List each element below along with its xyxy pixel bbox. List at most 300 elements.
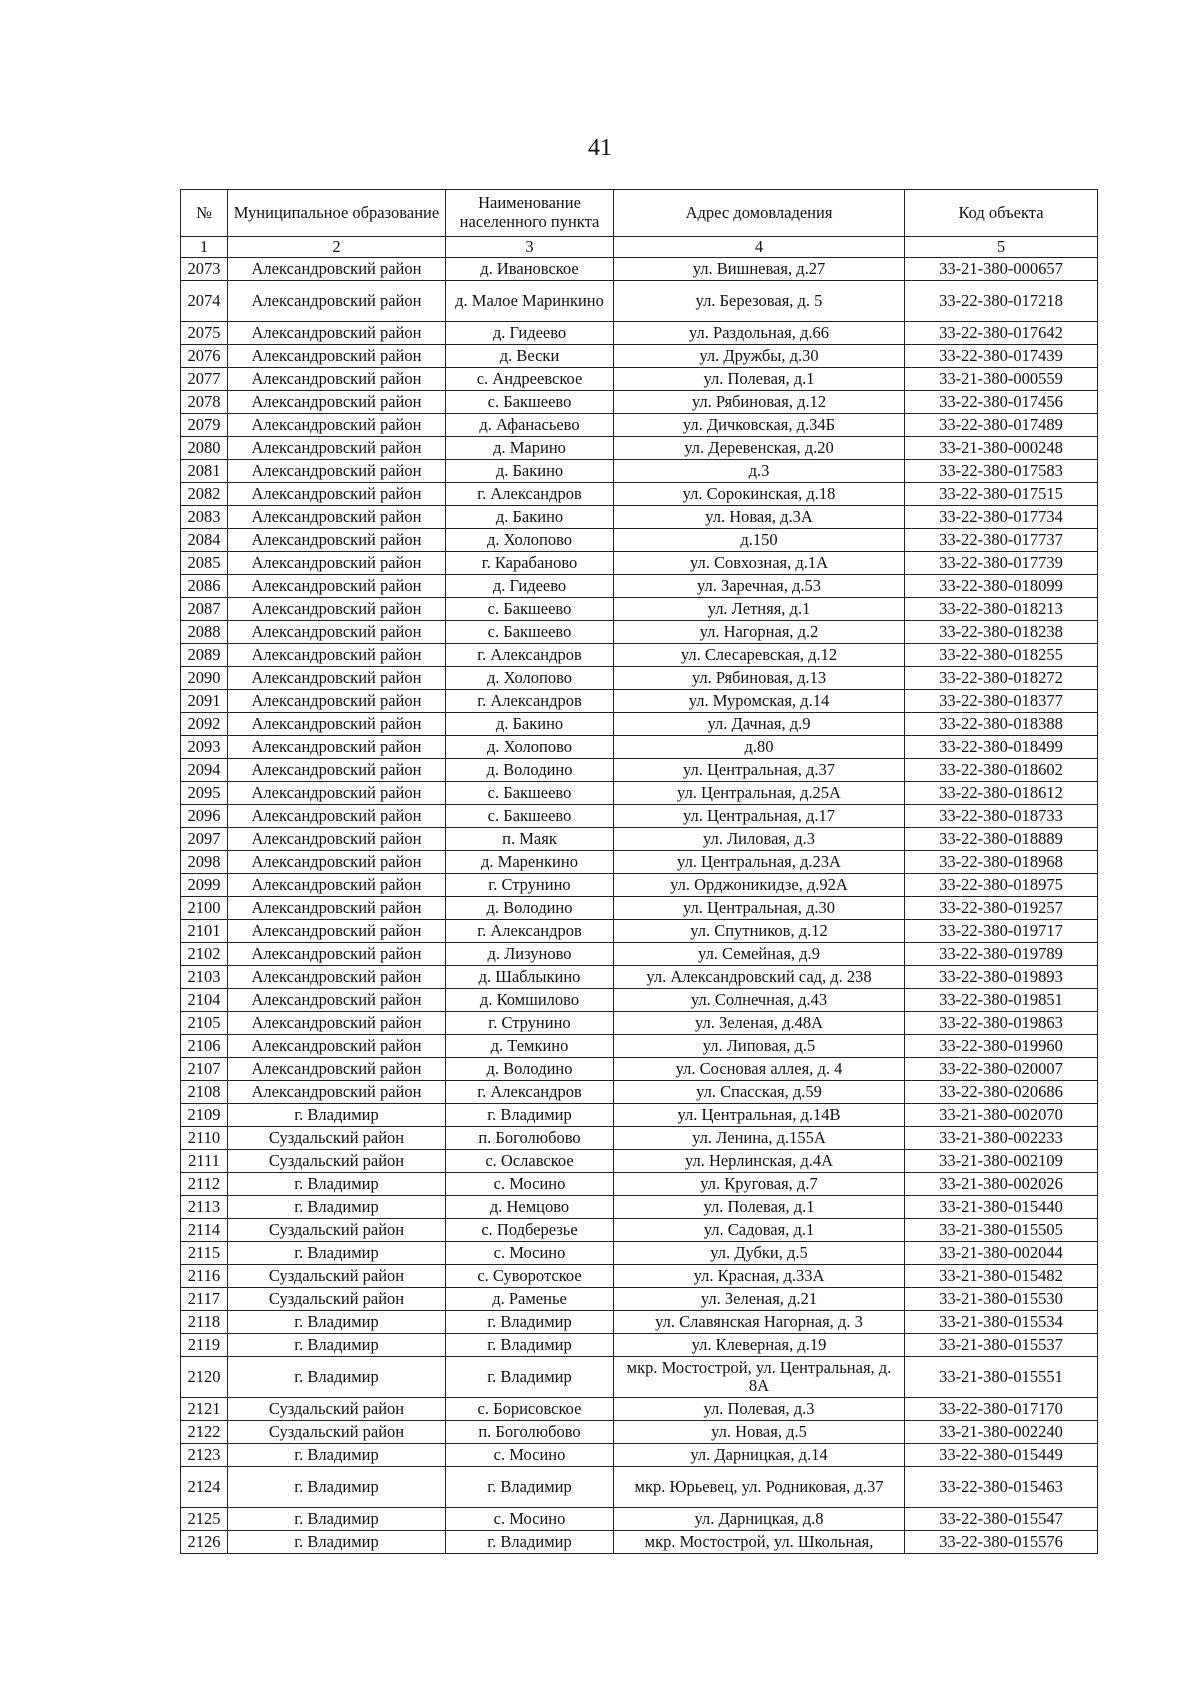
object-code-cell: 33-21-380-015537 xyxy=(905,1334,1098,1357)
table-row xyxy=(181,1334,1098,1357)
row-number: 2104 xyxy=(181,989,228,1012)
table-row xyxy=(181,1288,1098,1311)
header-address: Адрес домовладения xyxy=(614,190,905,237)
address-cell: ул. Новая, д.3А xyxy=(614,506,905,529)
row-number: 2124 xyxy=(181,1467,228,1508)
table-row xyxy=(181,552,1098,575)
municipality-cell: г. Владимир xyxy=(228,1104,446,1127)
table-row xyxy=(181,989,1098,1012)
settlement-cell: д. Володино xyxy=(446,759,614,782)
row-number: 2120 xyxy=(181,1357,228,1398)
object-code-cell: 33-21-380-015530 xyxy=(905,1288,1098,1311)
table-row xyxy=(181,1311,1098,1334)
table-row xyxy=(181,598,1098,621)
object-code-cell: 33-21-380-002026 xyxy=(905,1173,1098,1196)
object-code-cell: 33-22-380-018377 xyxy=(905,690,1098,713)
municipality-cell: Александровский район xyxy=(228,874,446,897)
table-row xyxy=(181,1127,1098,1150)
table-row xyxy=(181,1058,1098,1081)
settlement-cell: г. Александров xyxy=(446,483,614,506)
settlement-cell: г. Владимир xyxy=(446,1104,614,1127)
address-cell: ул. Центральная, д.30 xyxy=(614,897,905,920)
municipality-cell: Александровский район xyxy=(228,552,446,575)
address-cell: ул. Дарницкая, д.14 xyxy=(614,1444,905,1467)
address-cell: ул. Совхозная, д.1А xyxy=(614,552,905,575)
row-number: 2094 xyxy=(181,759,228,782)
row-number: 2081 xyxy=(181,460,228,483)
municipality-cell: Александровский район xyxy=(228,644,446,667)
address-cell: ул. Солнечная, д.43 xyxy=(614,989,905,1012)
municipality-cell: Александровский район xyxy=(228,414,446,437)
table-row xyxy=(181,322,1098,345)
address-cell: ул. Центральная, д.14В xyxy=(614,1104,905,1127)
municipality-cell: Суздальский район xyxy=(228,1150,446,1173)
settlement-cell: г. Александров xyxy=(446,644,614,667)
address-cell: ул. Дичковская, д.34Б xyxy=(614,414,905,437)
municipality-cell: Александровский район xyxy=(228,759,446,782)
table-row xyxy=(181,644,1098,667)
address-cell: ул. Полевая, д.3 xyxy=(614,1398,905,1421)
municipality-cell: г. Владимир xyxy=(228,1508,446,1531)
object-code-cell: 33-22-380-017739 xyxy=(905,552,1098,575)
row-number: 2116 xyxy=(181,1265,228,1288)
settlement-cell: г. Владимир xyxy=(446,1531,614,1554)
object-code-cell: 33-22-380-019893 xyxy=(905,966,1098,989)
row-number: 2115 xyxy=(181,1242,228,1265)
object-code-cell: 33-21-380-000248 xyxy=(905,437,1098,460)
settlement-cell: г. Владимир xyxy=(446,1467,614,1508)
address-cell: ул. Вишневая, д.27 xyxy=(614,258,905,281)
object-code-cell: 33-22-380-017515 xyxy=(905,483,1098,506)
settlement-cell: п. Маяк xyxy=(446,828,614,851)
object-code-cell: 33-22-380-015547 xyxy=(905,1508,1098,1531)
table-row xyxy=(181,1173,1098,1196)
header-row xyxy=(181,190,1098,237)
table-row xyxy=(181,1150,1098,1173)
municipality-cell: г. Владимир xyxy=(228,1531,446,1554)
address-cell: ул. Семейная, д.9 xyxy=(614,943,905,966)
table-row xyxy=(181,736,1098,759)
table-row xyxy=(181,966,1098,989)
settlement-cell: д. Малое Маринкино xyxy=(446,281,614,322)
settlement-cell: г. Владимир xyxy=(446,1311,614,1334)
table-row xyxy=(181,943,1098,966)
municipality-cell: Александровский район xyxy=(228,460,446,483)
address-cell: ул. Орджоникидзе, д.92А xyxy=(614,874,905,897)
municipality-cell: Александровский район xyxy=(228,345,446,368)
address-cell: ул. Дарницкая, д.8 xyxy=(614,1508,905,1531)
row-number: 2086 xyxy=(181,575,228,598)
address-cell: ул. Рябиновая, д.12 xyxy=(614,391,905,414)
settlement-cell: с. Подберезье xyxy=(446,1219,614,1242)
municipality-cell: Суздальский район xyxy=(228,1219,446,1242)
municipality-cell: г. Владимир xyxy=(228,1467,446,1508)
object-code-cell: 33-22-380-018213 xyxy=(905,598,1098,621)
municipality-cell: Александровский район xyxy=(228,575,446,598)
object-code-cell: 33-21-380-000657 xyxy=(905,258,1098,281)
row-number: 2114 xyxy=(181,1219,228,1242)
object-code-cell: 33-22-380-018602 xyxy=(905,759,1098,782)
row-number: 2113 xyxy=(181,1196,228,1219)
address-cell: ул. Нагорная, д.2 xyxy=(614,621,905,644)
table-row xyxy=(181,1104,1098,1127)
address-cell: д.3 xyxy=(614,460,905,483)
table-row xyxy=(181,897,1098,920)
address-cell: ул. Нерлинская, д.4А xyxy=(614,1150,905,1173)
table-row xyxy=(181,1398,1098,1421)
settlement-cell: д. Гидеево xyxy=(446,575,614,598)
object-code-cell: 33-22-380-017439 xyxy=(905,345,1098,368)
object-code-cell: 33-21-380-015440 xyxy=(905,1196,1098,1219)
settlement-cell: д. Афанасьево xyxy=(446,414,614,437)
address-cell: ул. Дружбы, д.30 xyxy=(614,345,905,368)
municipality-cell: Александровский район xyxy=(228,690,446,713)
row-number: 2119 xyxy=(181,1334,228,1357)
row-number: 2102 xyxy=(181,943,228,966)
object-code-cell: 33-21-380-002240 xyxy=(905,1421,1098,1444)
row-number: 2087 xyxy=(181,598,228,621)
object-code-cell: 33-22-380-017170 xyxy=(905,1398,1098,1421)
municipality-cell: Александровский район xyxy=(228,897,446,920)
object-code-cell: 33-22-380-019717 xyxy=(905,920,1098,943)
table-row xyxy=(181,483,1098,506)
object-code-cell: 33-22-380-018889 xyxy=(905,828,1098,851)
object-code-cell: 33-22-380-018499 xyxy=(905,736,1098,759)
municipality-cell: Александровский район xyxy=(228,805,446,828)
settlement-cell: д. Холопово xyxy=(446,529,614,552)
table-row xyxy=(181,281,1098,322)
row-number: 2085 xyxy=(181,552,228,575)
table-row xyxy=(181,1196,1098,1219)
municipality-cell: Александровский район xyxy=(228,368,446,391)
settlement-cell: п. Боголюбово xyxy=(446,1127,614,1150)
table-row xyxy=(181,414,1098,437)
settlement-cell: д. Раменье xyxy=(446,1288,614,1311)
row-number: 2084 xyxy=(181,529,228,552)
row-number: 2121 xyxy=(181,1398,228,1421)
settlement-cell: г. Карабаново xyxy=(446,552,614,575)
row-number: 2090 xyxy=(181,667,228,690)
municipality-cell: Александровский район xyxy=(228,828,446,851)
address-cell: ул. Дачная, д.9 xyxy=(614,713,905,736)
column-number: 1 xyxy=(181,237,228,258)
settlement-cell: д. Холопово xyxy=(446,667,614,690)
address-cell: ул. Центральная, д.37 xyxy=(614,759,905,782)
table-row xyxy=(181,1467,1098,1508)
row-number: 2117 xyxy=(181,1288,228,1311)
settlement-cell: д. Бакино xyxy=(446,713,614,736)
row-number: 2073 xyxy=(181,258,228,281)
address-cell: ул. Раздольная, д.66 xyxy=(614,322,905,345)
object-code-cell: 33-22-380-018255 xyxy=(905,644,1098,667)
object-code-cell: 33-22-380-017642 xyxy=(905,322,1098,345)
object-code-cell: 33-22-380-017489 xyxy=(905,414,1098,437)
municipality-cell: Александровский район xyxy=(228,920,446,943)
table-row xyxy=(181,828,1098,851)
row-number: 2088 xyxy=(181,621,228,644)
address-cell: ул. Красная, д.33А xyxy=(614,1265,905,1288)
address-cell: ул. Зеленая, д.48А xyxy=(614,1012,905,1035)
municipality-cell: Александровский район xyxy=(228,437,446,460)
column-number: 3 xyxy=(446,237,614,258)
settlement-cell: д. Бакино xyxy=(446,460,614,483)
municipality-cell: Суздальский район xyxy=(228,1421,446,1444)
settlement-cell: с. Мосино xyxy=(446,1508,614,1531)
address-cell: д.80 xyxy=(614,736,905,759)
settlement-cell: д. Комшилово xyxy=(446,989,614,1012)
table-row xyxy=(181,782,1098,805)
table-row xyxy=(181,460,1098,483)
municipality-cell: г. Владимир xyxy=(228,1173,446,1196)
address-cell: ул. Зеленая, д.21 xyxy=(614,1288,905,1311)
address-cell: ул. Клеверная, д.19 xyxy=(614,1334,905,1357)
object-code-cell: 33-21-380-015505 xyxy=(905,1219,1098,1242)
municipality-cell: г. Владимир xyxy=(228,1311,446,1334)
settlement-cell: с. Мосино xyxy=(446,1173,614,1196)
address-cell: ул. Полевая, д.1 xyxy=(614,368,905,391)
municipality-cell: г. Владимир xyxy=(228,1444,446,1467)
header-settlement: Наименование населенного пункта xyxy=(446,190,614,237)
settlement-cell: д. Володино xyxy=(446,897,614,920)
settlement-cell: п. Боголюбово xyxy=(446,1421,614,1444)
municipality-cell: г. Владимир xyxy=(228,1242,446,1265)
column-number: 4 xyxy=(614,237,905,258)
municipality-cell: Александровский район xyxy=(228,621,446,644)
row-number: 2105 xyxy=(181,1012,228,1035)
table-row xyxy=(181,713,1098,736)
object-code-cell: 33-22-380-019789 xyxy=(905,943,1098,966)
address-cell: ул. Заречная, д.53 xyxy=(614,575,905,598)
municipality-cell: Александровский район xyxy=(228,506,446,529)
municipality-cell: Александровский район xyxy=(228,667,446,690)
object-code-cell: 33-22-380-018612 xyxy=(905,782,1098,805)
row-number: 2092 xyxy=(181,713,228,736)
table-row xyxy=(181,1081,1098,1104)
table-row xyxy=(181,690,1098,713)
address-cell: ул. Березовая, д. 5 xyxy=(614,281,905,322)
column-number-row xyxy=(181,237,1098,258)
settlement-cell: г. Владимир xyxy=(446,1357,614,1398)
settlement-cell: д. Шаблыкино xyxy=(446,966,614,989)
settlement-cell: с. Суворотское xyxy=(446,1265,614,1288)
row-number: 2106 xyxy=(181,1035,228,1058)
object-code-cell: 33-22-380-020686 xyxy=(905,1081,1098,1104)
address-cell: д.150 xyxy=(614,529,905,552)
table-body xyxy=(181,258,1098,1554)
object-code-cell: 33-21-380-015551 xyxy=(905,1357,1098,1398)
header-number: № xyxy=(181,190,228,237)
municipality-cell: Александровский район xyxy=(228,782,446,805)
municipality-cell: г. Владимир xyxy=(228,1357,446,1398)
object-code-cell: 33-22-380-018968 xyxy=(905,851,1098,874)
row-number: 2091 xyxy=(181,690,228,713)
object-code-cell: 33-22-380-018272 xyxy=(905,667,1098,690)
address-cell: ул. Сорокинская, д.18 xyxy=(614,483,905,506)
row-number: 2097 xyxy=(181,828,228,851)
object-code-cell: 33-21-380-000559 xyxy=(905,368,1098,391)
table-row xyxy=(181,345,1098,368)
object-code-cell: 33-22-380-019960 xyxy=(905,1035,1098,1058)
object-code-cell: 33-22-380-018733 xyxy=(905,805,1098,828)
table-row xyxy=(181,1444,1098,1467)
municipality-cell: Александровский район xyxy=(228,529,446,552)
municipality-cell: Александровский район xyxy=(228,713,446,736)
table-row xyxy=(181,621,1098,644)
object-code-cell: 33-21-380-002109 xyxy=(905,1150,1098,1173)
municipality-cell: Александровский район xyxy=(228,989,446,1012)
municipality-cell: Александровский район xyxy=(228,1012,446,1035)
address-cell: ул. Липовая, д.5 xyxy=(614,1035,905,1058)
row-number: 2099 xyxy=(181,874,228,897)
object-code-cell: 33-21-380-002044 xyxy=(905,1242,1098,1265)
address-cell: ул. Спутников, д.12 xyxy=(614,920,905,943)
object-code-cell: 33-21-380-015482 xyxy=(905,1265,1098,1288)
settlement-cell: с. Бакшеево xyxy=(446,805,614,828)
object-code-cell: 33-22-380-018975 xyxy=(905,874,1098,897)
settlement-cell: д. Бакино xyxy=(446,506,614,529)
municipality-cell: Суздальский район xyxy=(228,1288,446,1311)
address-cell: ул. Муромская, д.14 xyxy=(614,690,905,713)
municipality-cell: Александровский район xyxy=(228,322,446,345)
address-cell: мкр. Мостострой, ул. Школьная, xyxy=(614,1531,905,1554)
settlement-cell: с. Бакшеево xyxy=(446,782,614,805)
object-code-cell: 33-21-380-002070 xyxy=(905,1104,1098,1127)
municipality-cell: г. Владимир xyxy=(228,1334,446,1357)
table-row xyxy=(181,920,1098,943)
table-row xyxy=(181,1035,1098,1058)
settlement-cell: с. Ославское xyxy=(446,1150,614,1173)
row-number: 2077 xyxy=(181,368,228,391)
row-number: 2082 xyxy=(181,483,228,506)
settlement-cell: с. Бакшеево xyxy=(446,621,614,644)
municipality-cell: Александровский район xyxy=(228,851,446,874)
settlement-cell: д. Гидеево xyxy=(446,322,614,345)
row-number: 2112 xyxy=(181,1173,228,1196)
address-cell: ул. Славянская Нагорная, д. 3 xyxy=(614,1311,905,1334)
row-number: 2125 xyxy=(181,1508,228,1531)
address-cell: ул. Садовая, д.1 xyxy=(614,1219,905,1242)
table-row xyxy=(181,1531,1098,1554)
row-number: 2111 xyxy=(181,1150,228,1173)
settlement-cell: с. Борисовское xyxy=(446,1398,614,1421)
page-number: 41 xyxy=(588,135,612,161)
address-cell: ул. Ленина, д.155А xyxy=(614,1127,905,1150)
settlement-cell: д. Немцово xyxy=(446,1196,614,1219)
municipality-cell: Александровский район xyxy=(228,966,446,989)
column-number: 2 xyxy=(228,237,446,258)
object-code-cell: 33-22-380-015576 xyxy=(905,1531,1098,1554)
municipality-cell: Александровский район xyxy=(228,598,446,621)
table-row xyxy=(181,258,1098,281)
settlement-cell: г. Владимир xyxy=(446,1334,614,1357)
settlement-cell: г. Александров xyxy=(446,1081,614,1104)
object-code-cell: 33-22-380-018238 xyxy=(905,621,1098,644)
header-object-code: Код объекта xyxy=(905,190,1098,237)
row-number: 2126 xyxy=(181,1531,228,1554)
address-cell: ул. Спасская, д.59 xyxy=(614,1081,905,1104)
municipality-cell: Александровский район xyxy=(228,1035,446,1058)
settlement-cell: г. Александров xyxy=(446,920,614,943)
municipality-cell: Суздальский район xyxy=(228,1398,446,1421)
address-cell: ул. Сосновая аллея, д. 4 xyxy=(614,1058,905,1081)
row-number: 2101 xyxy=(181,920,228,943)
settlement-cell: г. Александров xyxy=(446,690,614,713)
municipality-cell: Александровский район xyxy=(228,483,446,506)
municipality-cell: Александровский район xyxy=(228,1058,446,1081)
table-row xyxy=(181,1508,1098,1531)
row-number: 2118 xyxy=(181,1311,228,1334)
address-cell: ул. Полевая, д.1 xyxy=(614,1196,905,1219)
table-row xyxy=(181,437,1098,460)
municipality-cell: Александровский район xyxy=(228,1081,446,1104)
object-code-cell: 33-22-380-019851 xyxy=(905,989,1098,1012)
row-number: 2123 xyxy=(181,1444,228,1467)
row-number: 2122 xyxy=(181,1421,228,1444)
table-row xyxy=(181,805,1098,828)
address-cell: ул. Летняя, д.1 xyxy=(614,598,905,621)
object-code-cell: 33-22-380-017737 xyxy=(905,529,1098,552)
object-code-cell: 33-22-380-017456 xyxy=(905,391,1098,414)
municipality-cell: г. Владимир xyxy=(228,1196,446,1219)
settlement-cell: г. Струнино xyxy=(446,874,614,897)
table-row xyxy=(181,1242,1098,1265)
row-number: 2098 xyxy=(181,851,228,874)
address-cell: ул. Рябиновая, д.13 xyxy=(614,667,905,690)
header-municipality: Муниципальное образование xyxy=(228,190,446,237)
registry-table xyxy=(180,189,1098,1554)
settlement-cell: с. Мосино xyxy=(446,1242,614,1265)
table-row xyxy=(181,874,1098,897)
table-row xyxy=(181,1219,1098,1242)
row-number: 2108 xyxy=(181,1081,228,1104)
row-number: 2074 xyxy=(181,281,228,322)
municipality-cell: Александровский район xyxy=(228,281,446,322)
row-number: 2107 xyxy=(181,1058,228,1081)
municipality-cell: Александровский район xyxy=(228,258,446,281)
address-cell: ул. Дубки, д.5 xyxy=(614,1242,905,1265)
row-number: 2095 xyxy=(181,782,228,805)
row-number: 2096 xyxy=(181,805,228,828)
settlement-cell: д. Холопово xyxy=(446,736,614,759)
row-number: 2075 xyxy=(181,322,228,345)
address-cell: ул. Деревенская, д.20 xyxy=(614,437,905,460)
object-code-cell: 33-22-380-017583 xyxy=(905,460,1098,483)
object-code-cell: 33-21-380-015534 xyxy=(905,1311,1098,1334)
settlement-cell: с. Бакшеево xyxy=(446,391,614,414)
settlement-cell: д. Вески xyxy=(446,345,614,368)
table-row xyxy=(181,506,1098,529)
table-row xyxy=(181,1012,1098,1035)
table-row xyxy=(181,851,1098,874)
settlement-cell: с. Бакшеево xyxy=(446,598,614,621)
municipality-cell: Суздальский район xyxy=(228,1265,446,1288)
address-cell: ул. Новая, д.5 xyxy=(614,1421,905,1444)
settlement-cell: д. Лизуново xyxy=(446,943,614,966)
row-number: 2083 xyxy=(181,506,228,529)
settlement-cell: д. Володино xyxy=(446,1058,614,1081)
table-row xyxy=(181,529,1098,552)
settlement-cell: д. Темкино xyxy=(446,1035,614,1058)
row-number: 2089 xyxy=(181,644,228,667)
object-code-cell: 33-22-380-019257 xyxy=(905,897,1098,920)
municipality-cell: Суздальский район xyxy=(228,1127,446,1150)
municipality-cell: Александровский район xyxy=(228,391,446,414)
municipality-cell: Александровский район xyxy=(228,943,446,966)
table-row xyxy=(181,759,1098,782)
object-code-cell: 33-22-380-018099 xyxy=(905,575,1098,598)
table-row xyxy=(181,391,1098,414)
table-row xyxy=(181,575,1098,598)
